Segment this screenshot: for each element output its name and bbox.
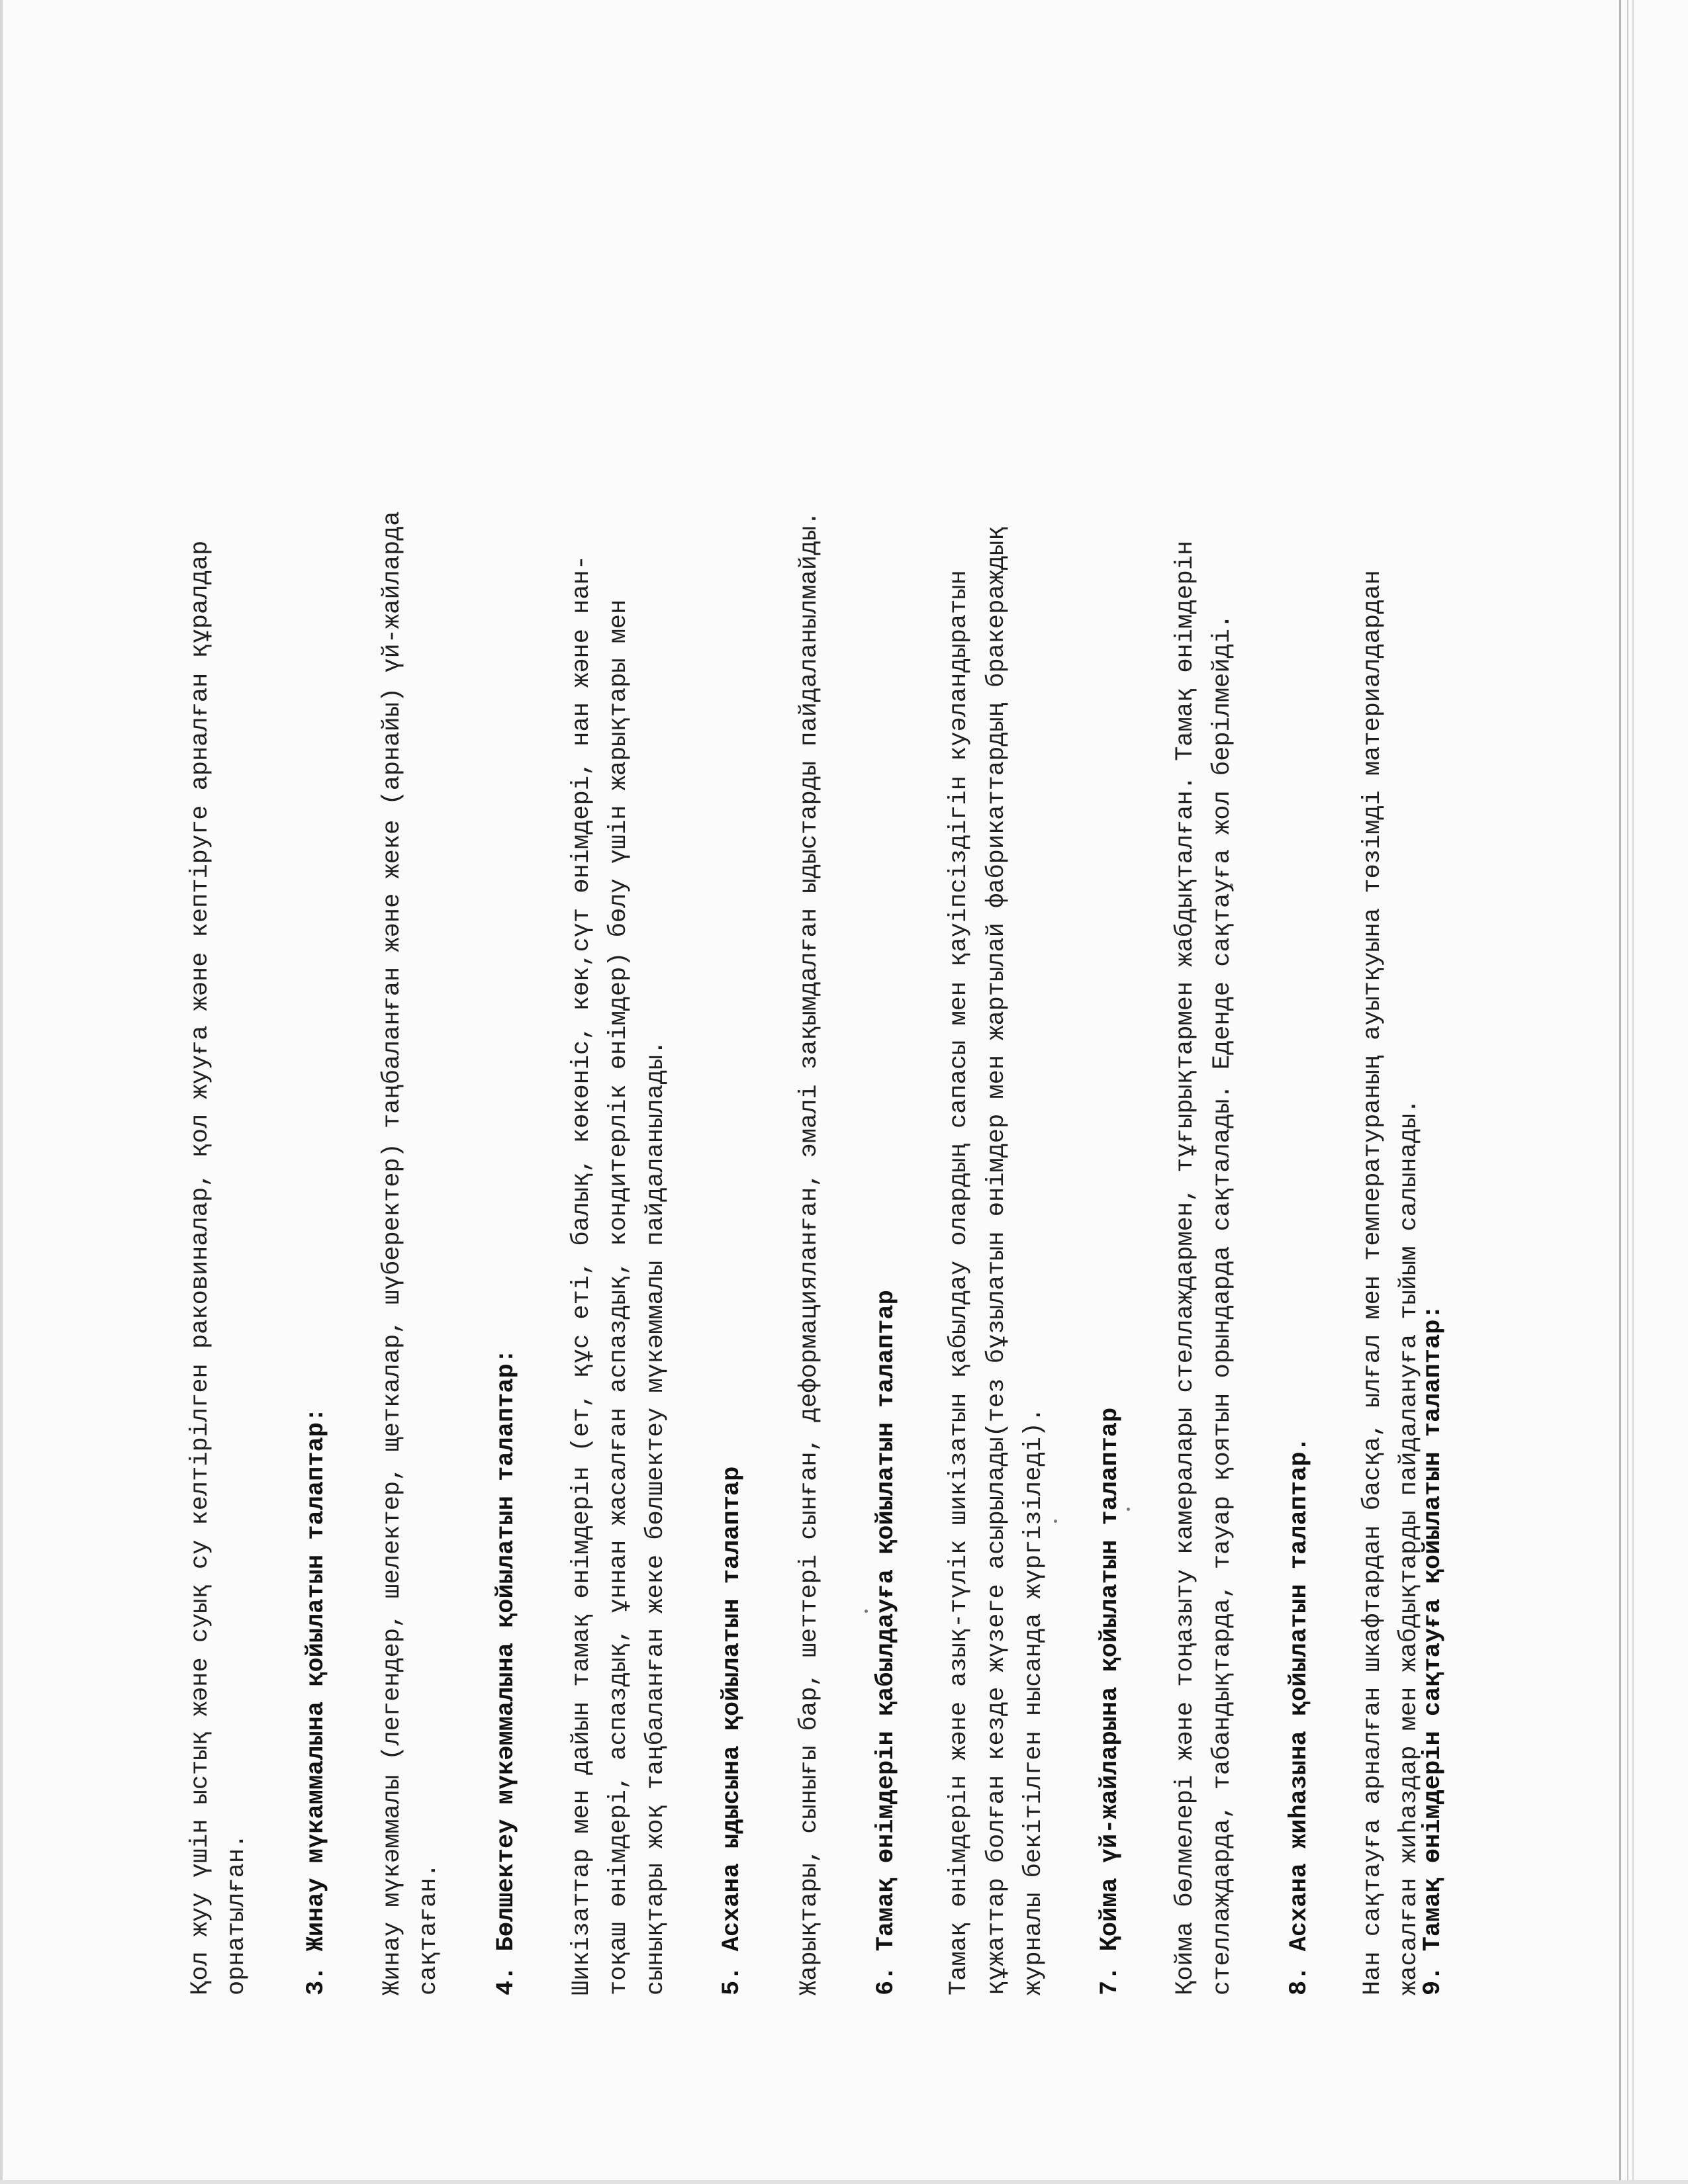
section-heading: 6. Тамақ өнімдерін қабылдауға қойылатын талаптар (872, 1290, 900, 1995)
body-line: сақтаған. (415, 1863, 443, 1995)
body-line: Жинау мүкәммалы (легендер, шелектер, щеткалар, шүберектер) таңбаланған және жеке (арнайы) үй-жайларда (379, 511, 406, 1995)
body-line: сынықтары жоқ таңбаланған жеке бөлшектеу мүкәммалы пайдаланылады. (642, 1040, 670, 1995)
page-right-edge (1619, 0, 1621, 2184)
page-left-edge (0, 0, 3, 2184)
body-line: Қойма бөлмелері және тоңазыту камералары стеллаждармен, тұғырықтармен жабдықталған. Тамақ өнімдерін (1172, 540, 1199, 1995)
body-line: Қол жуу үшін ыстық және суық су келтірілген раковиналар, қол жууға және кептіруге арналған құралдар (187, 540, 214, 1995)
body-line: орнатылған. (223, 1833, 251, 1995)
page-right-edge-2 (1627, 0, 1628, 2184)
section-heading: 3. Жинау мүкаммалына қойылатын талаптар: (303, 1407, 330, 1995)
section-heading: 5. Асхана ыдысына қойылатын талаптар (718, 1466, 746, 1995)
body-line: Тамақ өнімдерін және азық-түлік шикізатын қабылдау олардың сапасы мен қауіпсіздігін куәландыратын (945, 570, 973, 1995)
section-heading: 9. Тамақ өнімдерін сақтауға қойылатын талаптар: (1419, 1304, 1447, 1995)
body-line: тоқаш өнімдері, аспаздық, ұннан жасалған аспаздық, кондитерлік өнімдер) бөлу үшін жарықтары мен (605, 599, 633, 1995)
body-line: стеллаждарда, табандықтарда, тауар қоятын орындарда сақталады. Еденде сақтауға жол берілмейді. (1209, 614, 1237, 1995)
body-line: жасалған жиһаздар мен жабдықтарды пайдалануға тыйым салынады. (1395, 1099, 1423, 1995)
section-heading: 4. Бөлшектеу мүкәммалына қойылатын талаптар: (492, 1349, 520, 1995)
section-heading: 8. Асхана жиһазына қойылатын талаптар. (1286, 1437, 1313, 1995)
rotated-text-block (189, 156, 1446, 1995)
section-heading: 7. Қойма үй-жайларына қойылатын талаптар (1096, 1407, 1124, 1995)
body-line: журналы бекітілген нысанда жүргізіледі). (1020, 1407, 1048, 1995)
body-line: құжаттар болған кезде жүзеге асырылады(тез бұзылатын өнімдер мен жартылай фабрикаттардың бракераждық (983, 525, 1011, 1995)
body-line: Шикізаттар мен дайын тамақ өнімдерін (ет, құс еті, балық, көкөніс, көк,сүт өнімдері, нан және нан- (568, 555, 596, 1995)
body-line: Нан сақтауға арналған шкафтардан басқа, ылғал мен температураның ауытқуына төзімді материалдардан (1359, 570, 1387, 1995)
page-bottom-edge (0, 2180, 1688, 2184)
body-line: Жарықтары, сынығы бар, шеттері сынған, деформацияланған, эмалі зақымдалған ыдыстарды пайдаланылмайды. (796, 511, 823, 1995)
page-right-edge-3 (1632, 0, 1634, 2184)
